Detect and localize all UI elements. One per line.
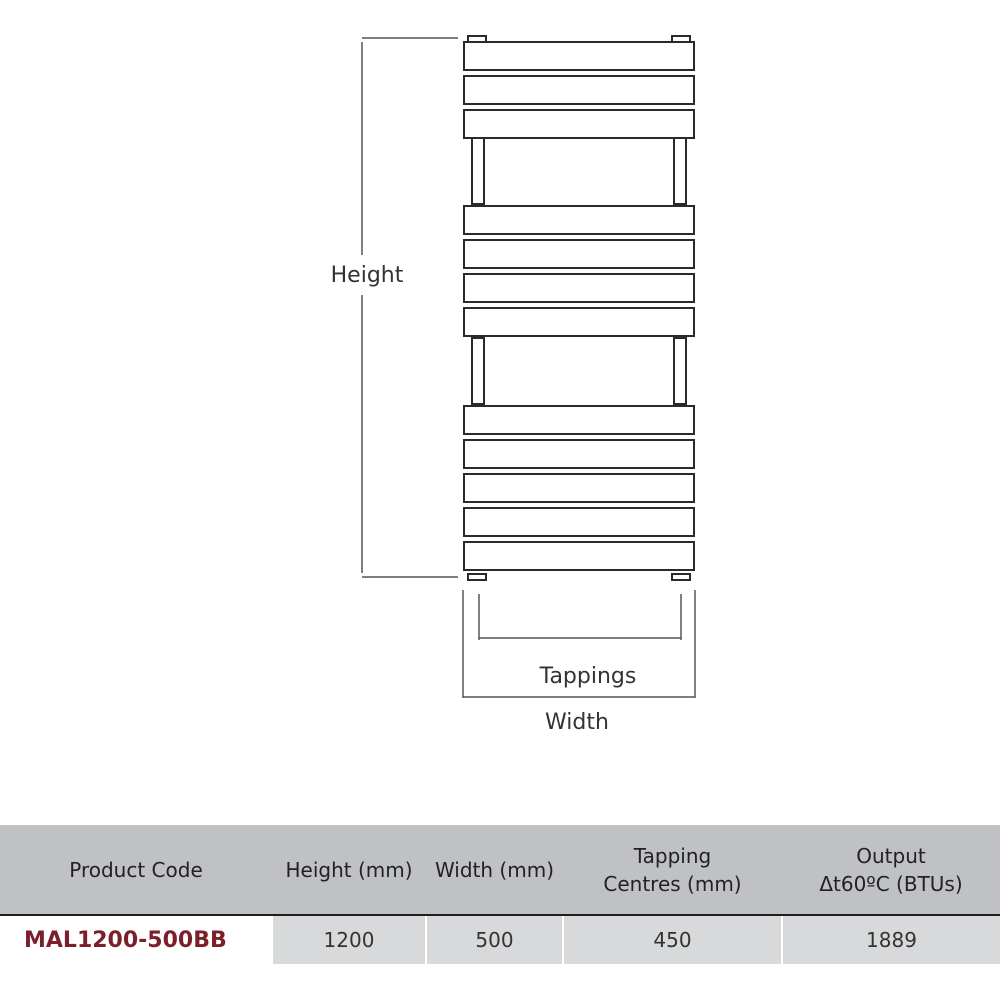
left-rail-lower	[472, 338, 484, 404]
header-tapping-line2: Centres (mm)	[603, 871, 742, 896]
left-rail-upper	[472, 138, 484, 204]
radiator-bar	[464, 206, 694, 234]
header-product-code: Product Code	[0, 825, 272, 915]
bottom-right-cap	[672, 574, 690, 580]
right-rail-lower	[674, 338, 686, 404]
radiator-bar	[464, 240, 694, 268]
radiator-bar	[464, 406, 694, 434]
spec-table	[0, 825, 1000, 964]
cell-width: 500	[426, 915, 563, 964]
cell-tapping: 450	[563, 915, 782, 964]
table-header-row	[0, 825, 1000, 915]
radiator-bar	[464, 76, 694, 104]
table-row	[0, 915, 1000, 964]
tappings-label: Tappings	[539, 664, 637, 689]
radiator-bar	[464, 110, 694, 138]
radiator-bar	[464, 508, 694, 536]
tappings-dimension	[479, 594, 681, 640]
radiator-bar	[464, 440, 694, 468]
cell-product-code: MAL1200-500BB	[0, 915, 272, 964]
width-label: Width	[545, 710, 609, 735]
radiator-bar	[464, 474, 694, 502]
cell-height: 1200	[272, 915, 426, 964]
header-tapping-line1: Tapping	[633, 843, 712, 868]
header-output	[782, 825, 1000, 915]
radiator-bar	[464, 542, 694, 570]
radiator-bar	[464, 42, 694, 70]
header-width: Width (mm)	[426, 825, 563, 915]
header-tapping-centres	[563, 825, 782, 915]
right-rail-upper	[674, 138, 686, 204]
height-dimension	[362, 38, 458, 577]
cell-output: 1889	[782, 915, 1000, 964]
radiator-bar	[464, 274, 694, 302]
radiator-bars	[464, 42, 694, 570]
bottom-left-cap	[468, 574, 486, 580]
header-height: Height (mm)	[272, 825, 426, 915]
side-rails	[472, 138, 686, 404]
height-label: Height	[330, 263, 404, 288]
header-output-line1: Output	[856, 843, 926, 868]
radiator-bar	[464, 308, 694, 336]
header-output-line2: Δt60ºC (BTUs)	[819, 871, 963, 896]
